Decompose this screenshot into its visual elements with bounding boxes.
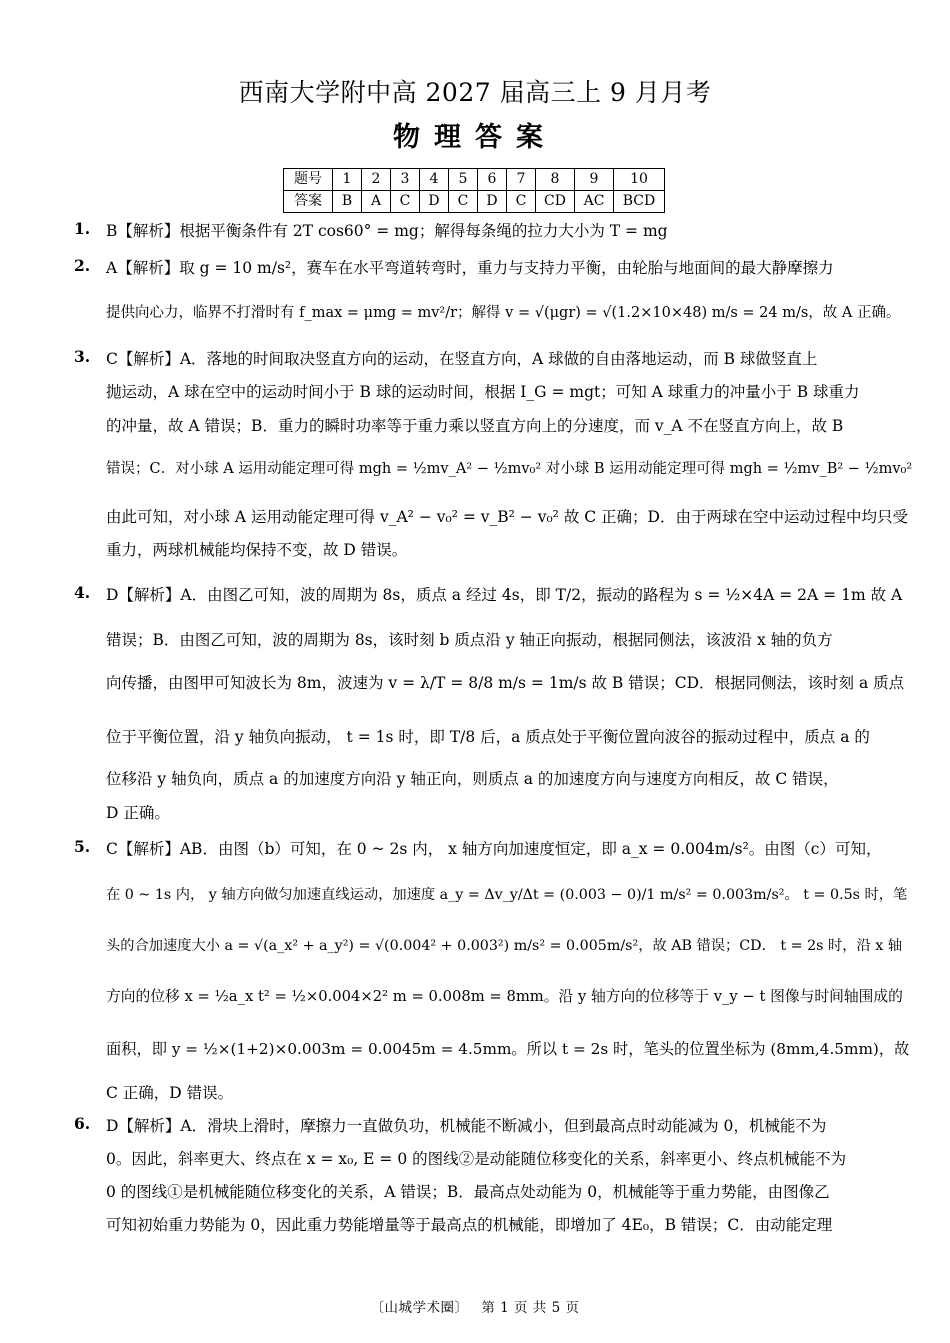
answer-table-number-row (284, 169, 665, 191)
item-number: 6. (74, 1114, 91, 1133)
item-line: 可知初始重力势能为 0，因此重力势能增量等于最高点的机械能，即增加了 4E₀，B 错误；C．由动能定理 (106, 1216, 833, 1234)
footer-source: 〔山城学术圈〕 (370, 1300, 469, 1316)
answer-cell: CD (536, 191, 575, 213)
item-line: 由此可知，对小球 A 运用动能定理可得 v_A² − v₀² = v_B² − v₀² 故 C 正确；D．由于两球在空中运动过程中均只受 (106, 508, 908, 526)
question-number: 6 (478, 169, 507, 191)
answer-cell: D (478, 191, 507, 213)
item-number: 2. (74, 256, 91, 275)
item-line: 位移沿 y 轴负向，质点 a 的加速度方向沿 y 轴正向，则质点 a 的加速度方向与速度方向相反，故 C 错误， (106, 770, 839, 788)
item-line: 头的合加速度大小 a = √(a_x² + a_y²) = √(0.004² + 0.003²) m/s² = 0.005m/s²，故 AB 错误；CD． t = 2s 时，沿 x 轴 (106, 938, 903, 954)
item-line: C【解析】A．落地的时间取决竖直方向的运动，在竖直方向，A 球做的自由落地运动，而 B 球做竖直上 (106, 350, 818, 368)
item-line: 方向的位移 x = ½a_x t² = ½×0.004×2² m = 0.008m = 8mm。沿 y 轴方向的位移等于 v_y − t 图像与时间轴围成的 (106, 988, 903, 1005)
item-line: 提供向心力，临界不打滑时有 f_max = μmg = mv²/r；解得 v = √(μgr) = √(1.2×10×48) m/s = 24 m/s，故 A 正确。 (106, 305, 901, 321)
question-number: 9 (575, 169, 614, 191)
item-line: B【解析】根据平衡条件有 2T cos60° = mg；解得每条绳的拉力大小为 T = mg (106, 222, 668, 240)
item-line: C 正确，D 错误。 (106, 1084, 234, 1102)
footer-page-number: 第 1 页 共 5 页 (481, 1300, 580, 1316)
question-number: 8 (536, 169, 575, 191)
item-line: 0。因此，斜率更大、终点在 x = x₀, E = 0 的图线②是动能随位移变化的关系，斜率更小、终点机械能不为 (106, 1150, 847, 1168)
item-number: 4. (74, 583, 91, 602)
row-label: 答案 (284, 191, 333, 213)
item-line: 抛运动，A 球在空中的运动时间小于 B 球的运动时间，根据 I_G = mgt；可知 A 球重力的冲量小于 B 球重力 (106, 383, 860, 401)
item-line: 错误；B．由图乙可知，波的周期为 8s，该时刻 b 质点沿 y 轴正向振动，根据同侧法，该波沿 x 轴的负方 (106, 631, 833, 649)
answer-cell: A (362, 191, 391, 213)
question-number: 2 (362, 169, 391, 191)
answer-table-answer-row (284, 191, 665, 213)
answer-table (283, 168, 665, 213)
item-line: D【解析】A．滑块上滑时，摩擦力一直做负功，机械能不断减小，但到最高点时动能减为 0，机械能不为 (106, 1117, 827, 1135)
page-subtitle: 物理答案 (393, 122, 557, 153)
question-number: 7 (507, 169, 536, 191)
answer-cell: AC (575, 191, 614, 213)
question-number: 1 (333, 169, 362, 191)
answer-cell: D (420, 191, 449, 213)
row-label: 题号 (284, 169, 333, 191)
answer-cell: C (391, 191, 420, 213)
item-line: 位于平衡位置，沿 y 轴负向振动， t = 1s 时，即 T/8 后，a 质点处于平衡位置向波谷的振动过程中，质点 a 的 (106, 728, 870, 746)
page-footer (0, 1296, 950, 1316)
question-number: 10 (614, 169, 665, 191)
answer-cell: C (449, 191, 478, 213)
item-number: 1. (74, 219, 91, 238)
answer-cell: BCD (614, 191, 665, 213)
item-line: 错误；C．对小球 A 运用动能定理可得 mgh = ½mv_A² − ½mv₀² 对小球 B 运用动能定理可得 mgh = ½mv_B² − ½mv₀² (106, 461, 913, 477)
item-line: D【解析】A．由图乙可知，波的周期为 8s，质点 a 经过 4s，即 T/2，振动的路程为 s = ½×4A = 2A = 1m 故 A (106, 586, 903, 604)
answer-cell: B (333, 191, 362, 213)
item-line: 重力，两球机械能均保持不变，故 D 错误。 (106, 541, 408, 559)
item-line: D 正确。 (106, 804, 170, 822)
item-line: 在 0 ~ 1s 内， y 轴方向做匀加速直线运动，加速度 a_y = Δv_y/Δt = (0.003 − 0)/1 m/s² = 0.003m/s²。 t = 0.5s 时，笔 (106, 887, 908, 903)
item-line: 的冲量，故 A 错误；B．重力的瞬时功率等于重力乘以竖直方向上的分速度，而 v_A 不在竖直方向上，故 B (106, 417, 844, 435)
question-number: 3 (391, 169, 420, 191)
item-line: 向传播，由图甲可知波长为 8m，波速为 v = λ/T = 8/8 m/s = 1m/s 故 B 错误；CD．根据同侧法，该时刻 a 质点 (106, 674, 905, 692)
question-number: 4 (420, 169, 449, 191)
question-number: 5 (449, 169, 478, 191)
item-line: C【解析】AB．由图（b）可知，在 0 ~ 2s 内， x 轴方向加速度恒定，即 a_x = 0.004m/s²。由图（c）可知， (106, 840, 882, 858)
item-line: 面积，即 y = ½×(1+2)×0.003m = 0.0045m = 4.5mm。所以 t = 2s 时，笔头的位置坐标为 (8mm,4.5mm)，故 (106, 1040, 910, 1058)
item-line: A【解析】取 g = 10 m/s²，赛车在水平弯道转弯时，重力与支持力平衡，由轮胎与地面间的最大静摩擦力 (106, 259, 834, 277)
item-number: 3. (74, 347, 91, 366)
answer-cell: C (507, 191, 536, 213)
page-title: 西南大学附中高 2027 届高三上 9 月月考 (238, 78, 712, 107)
item-line: 0 的图线①是机械能随位移变化的关系，A 错误；B．最高点处动能为 0，机械能等于重力势能，由图像乙 (106, 1183, 830, 1201)
item-number: 5. (74, 837, 91, 856)
